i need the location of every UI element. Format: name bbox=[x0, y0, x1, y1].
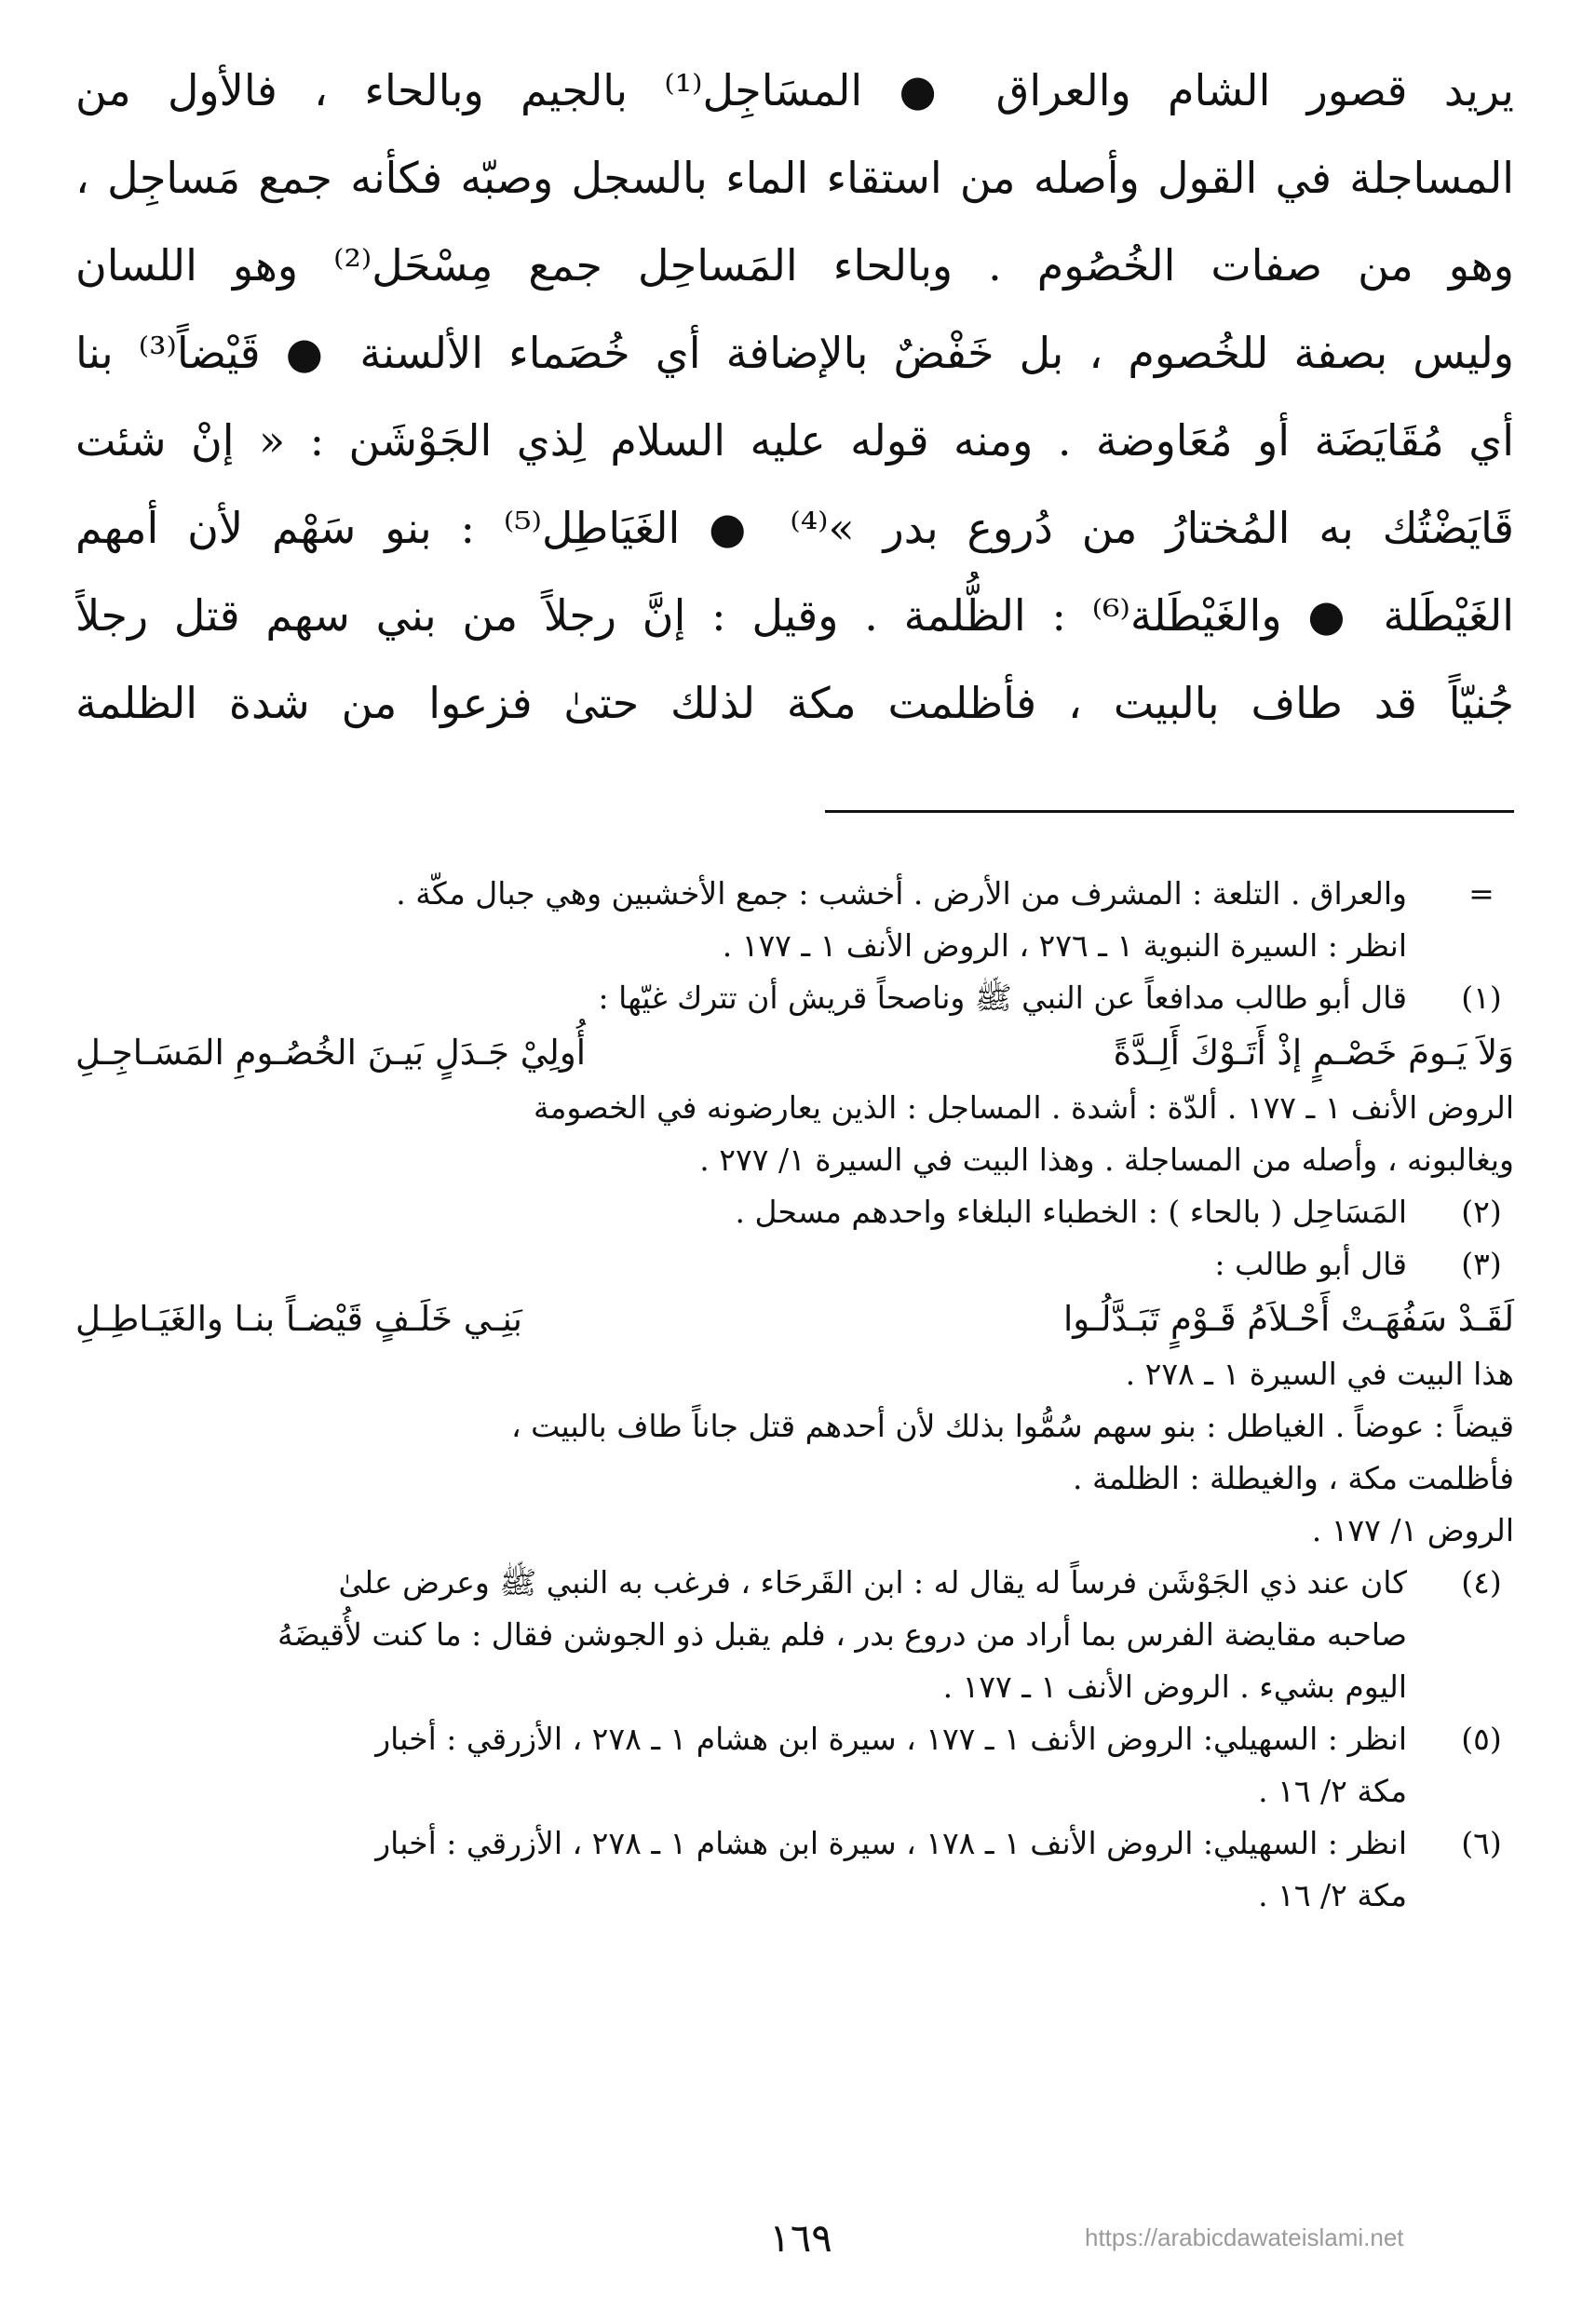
footnote-line: صاحبه مقايضة الفرس بما أراد من دروع بدر ، فلم يقبل ذو الجوشن فقال : ما كنت لأُقيضَهُ bbox=[277, 1616, 1407, 1653]
footnote-marker: (٣) bbox=[1461, 1246, 1502, 1282]
footnote-line: انظر : السيرة النبوية ١ ـ ٢٧٦ ، الروض الأنف ١ ـ ١٧٧ . bbox=[722, 927, 1407, 964]
poem-verse bbox=[75, 1290, 1514, 1348]
footnote-marker: (٦) bbox=[1461, 1825, 1502, 1861]
main-line: أي مُقَايَضَة أو مُعَاوضة . ومنه قوله عليه السلام لِذي الجَوْشَن : « إنْ شئت bbox=[75, 415, 1514, 466]
footnote-line: الروض الأنف ١ ـ ١٧٧ . ألدّة : أشدة . المساجل : الذين يعارضونه في الخصومة bbox=[534, 1089, 1514, 1126]
footnote-6 bbox=[75, 1817, 1514, 1870]
footnote-line-row bbox=[75, 1661, 1514, 1713]
footnote-line: قال أبو طالب : bbox=[1214, 1246, 1407, 1282]
poem-verse bbox=[75, 1024, 1514, 1082]
footnote-line-row bbox=[75, 1348, 1514, 1400]
footnote-continued bbox=[75, 868, 1514, 920]
watermark-url: https://arabicdawateislami.net bbox=[1085, 2223, 1404, 2251]
footnote-line-row bbox=[75, 1400, 1514, 1453]
footnote-4 bbox=[75, 1557, 1514, 1609]
footnote-3 bbox=[75, 1238, 1514, 1290]
footnote-marker: (٤) bbox=[1461, 1564, 1502, 1601]
footnote-line: المَسَاحِل ( بالحاء ) : الخطباء البلغاء واحدهم مسحل . bbox=[735, 1194, 1407, 1230]
page-number: ١٦٩ bbox=[769, 2215, 832, 2261]
verse-second-half: بَنِـي خَلَـفٍ قَيْضـاً بنـا والغَيَـاطِـلِ bbox=[75, 1299, 522, 1339]
footnote-marker: (٢) bbox=[1461, 1194, 1502, 1230]
main-body-text bbox=[75, 47, 1514, 747]
main-line: المساجلة في القول وأصله من استقاء الماء بالسجل وصبّه فكأنه جمع مَساجِل ، bbox=[75, 153, 1514, 203]
footnote-line: ويغالبونه ، وأصله من المساجلة . وهذا البيت في السيرة ١/ ٢٧٧ . bbox=[699, 1142, 1514, 1178]
footnotes bbox=[75, 868, 1514, 1922]
footnote-line: انظر : السهيلي: الروض الأنف ١ ـ ١٧٧ ، سيرة ابن هشام ١ ـ ٢٧٨ ، الأزرقي : أخبار bbox=[375, 1721, 1407, 1757]
main-line: وليس بصفة للخُصوم ، بل خَفْضٌ بالإضافة أي خُصَماء الألسنة ● قَيْضاً⁽³⁾ بنا bbox=[75, 328, 1514, 378]
verse-first-half: لَقَـدْ سَفُهَـتْ أَحْـلاَمُ قَـوْمٍ تَبَـدَّلُـوا bbox=[1063, 1299, 1514, 1339]
main-line: قَايَضْتُك به المُختارُ من دُروع بدر »⁽⁴⁾ ● الغَيَاطِل⁽⁵⁾ : بنو سَهْم لأن أمهم bbox=[75, 503, 1514, 553]
verse-first-half: وَلاَ يَـومَ خَصْـمٍ إذْ أَتَـوْكَ أَلِـدَّةً bbox=[1113, 1033, 1514, 1073]
verse-second-half: أُولِيْ جَـدَلٍ بَيـنَ الخُصُـومِ المَسَـاجِـلِ bbox=[75, 1033, 586, 1073]
footnote-5 bbox=[75, 1713, 1514, 1765]
footnote-line-row bbox=[75, 1082, 1514, 1134]
footnote-line: فأظلمت مكة ، والغيطلة : الظلمة . bbox=[1072, 1460, 1514, 1496]
footnote-marker: (١) bbox=[1461, 980, 1502, 1016]
footnote-line-row bbox=[75, 1505, 1514, 1557]
main-line: جُنيّاً قد طاف بالبيت ، فأظلمت مكة لذلك حتىٰ فزعوا من شدة الظلمة bbox=[75, 678, 1514, 728]
footnote-line: قيضاً : عوضاً . الغياطل : بنو سهم سُمُّوا بذلك لأن أحدهم قتل جاناً طاف بالبيت ، bbox=[510, 1408, 1514, 1444]
main-line: وهو من صفات الخُصُوم . وبالحاء المَساحِل جمع مِسْحَل⁽²⁾ وهو اللسان bbox=[75, 240, 1514, 291]
footnote-line: كان عند ذي الجَوْشَن فرساً له يقال له : ابن القَرحَاء ، فرغب به النبي ﷺ وعرض علىٰ bbox=[338, 1564, 1407, 1601]
footnote-line-row bbox=[75, 1453, 1514, 1505]
footnote-2 bbox=[75, 1186, 1514, 1238]
footnote-line: قال أبو طالب مدافعاً عن النبي ﷺ وناصحاً قريش أن تترك غيّها : bbox=[598, 980, 1407, 1016]
continuation-marker: = bbox=[1468, 875, 1495, 912]
footnote-line: الروض ١/ ١٧٧ . bbox=[1311, 1512, 1514, 1548]
footnote-line: هذا البيت في السيرة ١ ـ ٢٧٨ . bbox=[1125, 1356, 1514, 1392]
footnote-line: والعراق . التلعة : المشرف من الأرض . أخشب : جمع الأخشبين وهي جبال مكّة . bbox=[396, 875, 1407, 912]
footnote-line: انظر : السهيلي: الروض الأنف ١ ـ ١٧٨ ، سيرة ابن هشام ١ ـ ٢٧٨ ، الأزرقي : أخبار bbox=[375, 1825, 1407, 1861]
footnote-line: اليوم بشيء . الروض الأنف ١ ـ ١٧٧ . bbox=[942, 1669, 1407, 1705]
footnote-line-row bbox=[75, 1609, 1514, 1661]
footnote-line: مكة ٢/ ١٦ . bbox=[1258, 1773, 1407, 1809]
footnote-line: مكة ٢/ ١٦ . bbox=[1258, 1877, 1407, 1913]
footnote-1 bbox=[75, 972, 1514, 1024]
footnote-line-row bbox=[75, 920, 1514, 972]
footnote-line-row bbox=[75, 1765, 1514, 1817]
footnote-line-row bbox=[75, 1870, 1514, 1922]
footnote-line-row bbox=[75, 1134, 1514, 1186]
footnote-divider bbox=[825, 810, 1514, 813]
main-line: الغَيْطَلة ● والغَيْطَلة⁽⁶⁾ : الظُّلمة . وقيل : إنَّ رجلاً من بني سهم قتل رجلاً bbox=[75, 590, 1514, 641]
footnote-marker: (٥) bbox=[1461, 1721, 1502, 1757]
main-line: يريد قصور الشام والعراق ● المسَاجِل⁽¹⁾ بالجيم وبالحاء ، فالأول من bbox=[75, 65, 1514, 115]
